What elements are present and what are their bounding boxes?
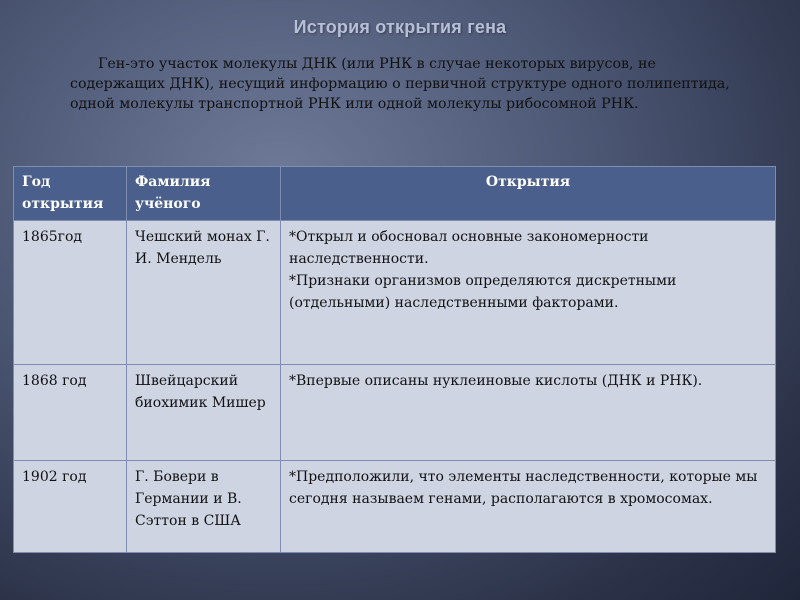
cell-scientist: Г. Бовери в Германии и В. Сэттон в США	[127, 461, 281, 553]
cell-year: 1865год	[14, 221, 127, 365]
table-row	[14, 365, 776, 461]
cell-discovery	[281, 461, 776, 553]
table-row	[14, 461, 776, 553]
cell-scientist: Чешский монах Г. И. Мендель	[127, 221, 281, 365]
cell-year: 1902 год	[14, 461, 127, 553]
slide-title: История открытия гена	[293, 17, 507, 37]
table-header-row	[14, 167, 776, 221]
table-row	[14, 221, 776, 365]
discovery-item: *Признаки организмов определяются дискретными (отдельными) наследственными факторами.	[289, 273, 677, 311]
discovery-item: *Предположили, что элементы наследственности, которые мы сегодня называем генами, располагаются в хромосомах.	[289, 469, 758, 507]
header-scientist: Фамилия учёного	[127, 167, 281, 221]
discovery-item: *Открыл и обосновал основные закономерности наследственности.	[289, 229, 649, 267]
cell-scientist: Швейцарский биохимик Мишер	[127, 365, 281, 461]
cell-year: 1868 год	[14, 365, 127, 461]
cell-discovery	[281, 365, 776, 461]
header-year: Год открытия	[14, 167, 127, 221]
discovery-item: *Впервые описаны нуклеиновые кислоты (ДНК и РНК).	[289, 373, 703, 389]
discovery-table	[13, 166, 776, 553]
gene-definition: Ген-это участок молекулы ДНК (или РНК в случае некоторых вирусов, не содержащих ДНК), несущий информацию о первичной структуре одного полипептида, одной молекулы транспортной РНК или одной молекулы рибосомной РНК.	[70, 56, 730, 112]
header-discovery: Открытия	[281, 167, 776, 221]
cell-discovery	[281, 221, 776, 365]
